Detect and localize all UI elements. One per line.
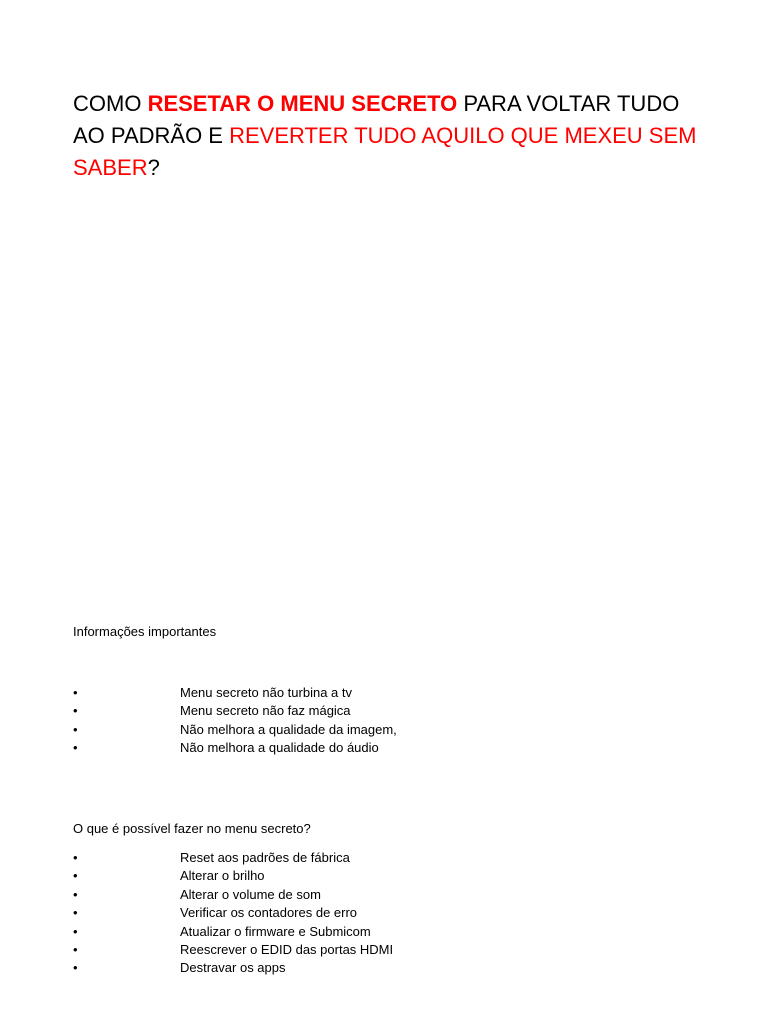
section-heading-possible-actions: O que é possível fazer no menu secreto?	[73, 821, 311, 836]
bullet-icon: •	[73, 685, 78, 700]
list-item-text: Alterar o volume de som	[180, 886, 321, 902]
bullet-icon: •	[73, 740, 78, 756]
title-part-1: COMO	[73, 91, 148, 116]
list-item-text: Destravar os apps	[180, 960, 286, 976]
list-item-text: Reescrever o EDID das portas HDMI	[180, 941, 394, 957]
list-item-text: Verificar os contadores de erro	[180, 905, 358, 921]
title-part-5: ?	[147, 155, 160, 180]
bullet-icon: •	[73, 941, 78, 957]
bullet-icon: •	[73, 868, 78, 884]
list-item-text: Não melhora a qualidade da imagem,	[180, 721, 397, 737]
title-highlight-reset: RESETAR O MENU SECRETO	[147, 91, 458, 116]
list-item-text: Atualizar o firmware e Submicom	[180, 923, 371, 939]
bullet-icon: •	[73, 703, 78, 719]
bullet-icon: •	[73, 905, 78, 921]
bullet-icon: •	[73, 960, 78, 976]
list-item-text: Menu secreto não turbina a tv	[180, 685, 352, 700]
section-heading-important-info: Informações importantes	[73, 624, 217, 639]
list-item-text: Alterar o brilho	[180, 868, 265, 884]
bullet-icon: •	[73, 886, 78, 902]
title-highlight-revert: REVERTER TUDO AQUILO QUE MEXEU SEM SABER	[73, 123, 697, 180]
list-item-text: Reset aos padrões de fábrica	[180, 850, 350, 865]
list-item-text: Menu secreto não faz mágica	[180, 703, 351, 719]
title-part-3: PARA VOLTAR TUDO AO PADRÃO E	[73, 91, 680, 148]
bullet-icon: •	[73, 850, 78, 865]
bullet-icon: •	[73, 721, 78, 737]
document-title	[73, 88, 713, 184]
bullet-icon: •	[73, 923, 78, 939]
list-item-text: Não melhora a qualidade do áudio	[180, 740, 379, 756]
